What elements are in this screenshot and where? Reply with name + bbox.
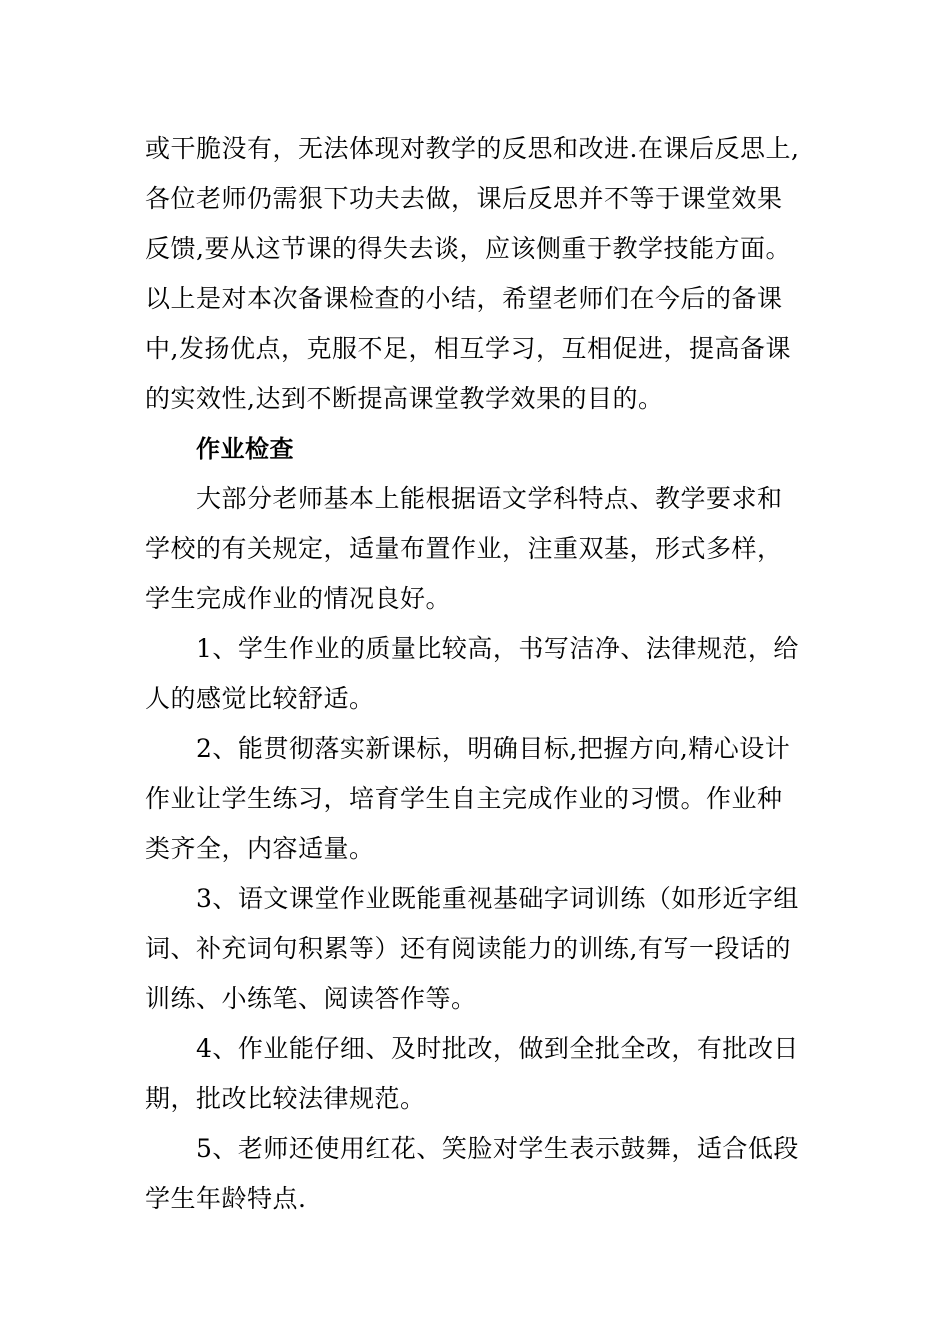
paragraph-line: 中,发扬优点，克服不足，相互学习，互相促进，提高备课 xyxy=(145,334,791,363)
list-item-line: 人的感觉比较舒适。 xyxy=(145,684,375,713)
intro-line: 学生完成作业的情况良好。 xyxy=(145,584,452,613)
intro-line: 大部分老师基本上能根据语文学科特点、教学要求和 xyxy=(196,484,783,513)
intro-line: 学校的有关规定，适量布置作业，注重双基，形式多样， xyxy=(145,534,783,563)
list-item-line: 1、学生作业的质量比较高，书写洁净、法律规范，给 xyxy=(196,634,799,663)
list-item-line: 学生年龄特点. xyxy=(145,1184,307,1213)
list-item-line: 词、补充词句积累等）还有阅读能力的训练,有写一段话的 xyxy=(145,934,791,963)
paragraph-line: 各位老师仍需狠下功夫去做，课后反思并不等于课堂效果 xyxy=(145,184,783,213)
list-item-line: 5、老师还使用红花、笑脸对学生表示鼓舞，适合低段 xyxy=(196,1134,799,1163)
list-item-line: 作业让学生练习，培育学生自主完成作业的习惯。作业种 xyxy=(145,784,783,813)
list-item-line: 3、语文课堂作业既能重视基础字词训练（如形近字组 xyxy=(196,884,799,913)
list-item-line: 类齐全，内容适量。 xyxy=(145,834,375,863)
paragraph-line: 或干脆没有，无法体现对教学的反思和改进.在课后反思上, xyxy=(145,134,800,163)
paragraph-line: 的实效性,达到不断提高课堂教学效果的目的。 xyxy=(145,384,664,413)
list-item-line: 4、作业能仔细、及时批改，做到全批全改，有批改日 xyxy=(196,1034,799,1063)
list-item-line: 期，批改比较法律规范。 xyxy=(145,1084,426,1113)
section-heading: 作业检查 xyxy=(196,435,294,463)
paragraph-line: 反馈,要从这节课的得失去谈，应该侧重于教学技能方面。 xyxy=(145,234,791,263)
paragraph-line: 以上是对本次备课检查的小结，希望老师们在今后的备课 xyxy=(145,284,783,313)
list-item-line: 训练、小练笔、阅读答作等。 xyxy=(145,984,477,1013)
list-item-line: 2、能贯彻落实新课标，明确目标,把握方向,精心设计 xyxy=(196,734,791,763)
